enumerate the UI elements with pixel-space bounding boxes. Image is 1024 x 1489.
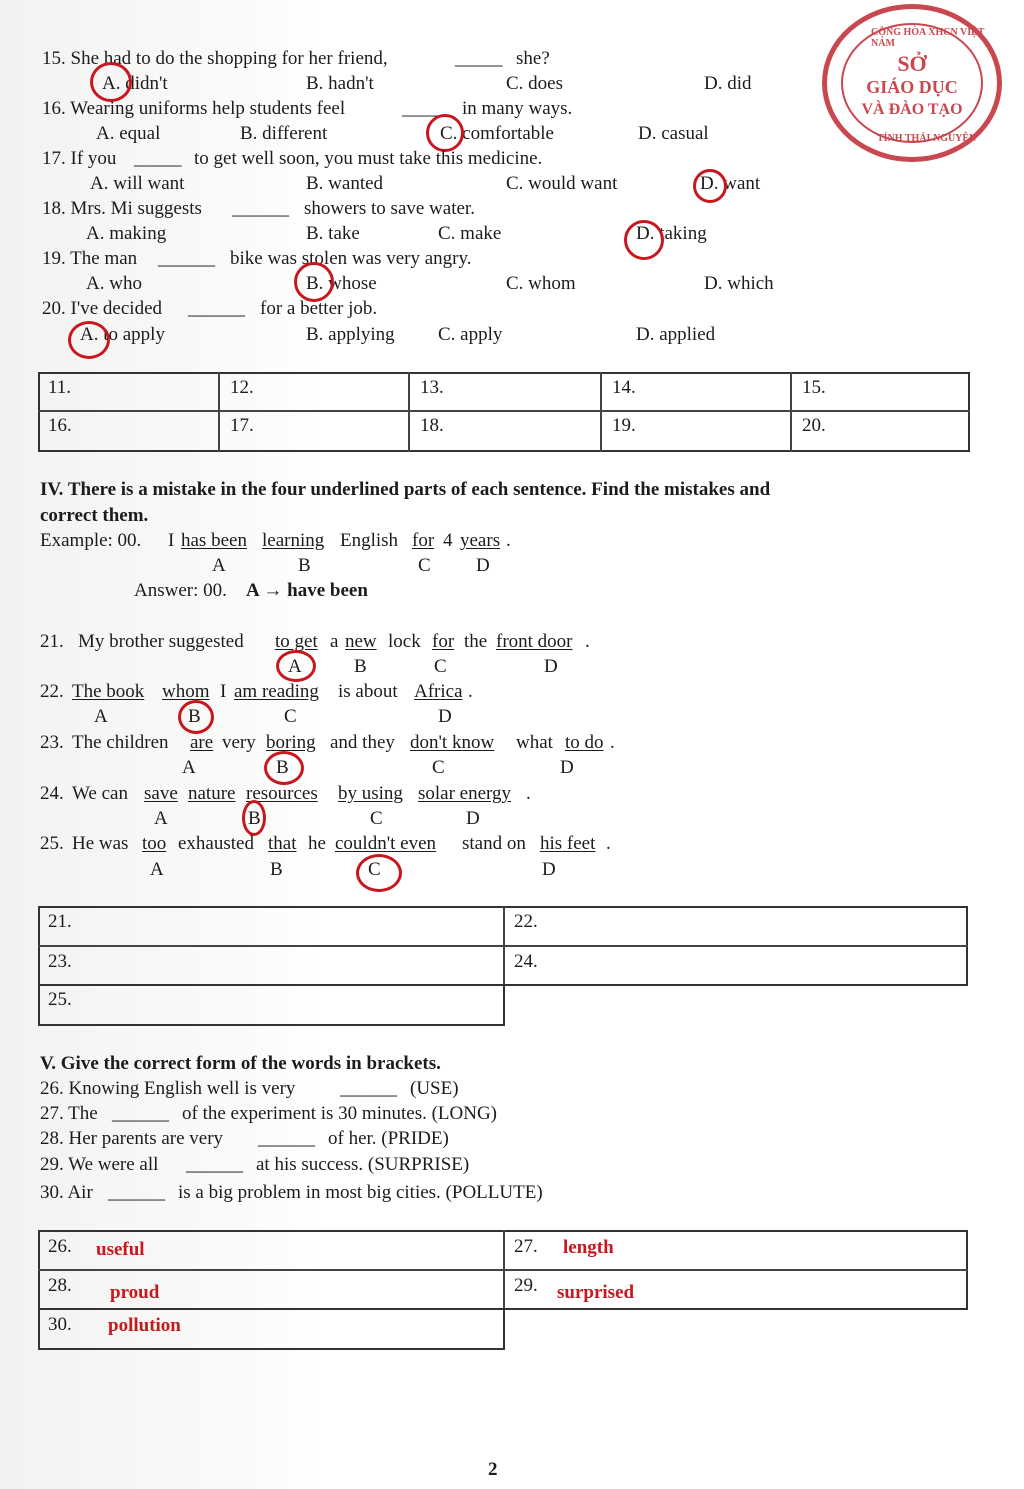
q24-letter-c: C	[370, 808, 383, 829]
answer-28-value[interactable]: proud	[110, 1282, 160, 1303]
question-19-stem: 19. The man ______ bike was stolen was very angry.	[42, 248, 472, 269]
answer-cell-29-number: 29.	[514, 1275, 538, 1296]
section-4-heading-line-2: correct them.	[40, 505, 149, 526]
q23-letter-a: A	[182, 757, 196, 778]
question-21-sentence: 21. My brother suggested to get a new lock for the front door .	[40, 631, 590, 652]
answer-30-value[interactable]: pollution	[108, 1315, 181, 1336]
page-number: 2	[488, 1459, 498, 1480]
answer-cell-23[interactable]: 23.	[48, 951, 72, 972]
question-22-sentence: 22. The book whom I am reading is about Africa .	[40, 681, 473, 702]
question-27: 27. The ______ of the experiment is 30 minutes. (LONG)	[40, 1103, 498, 1124]
section-5-heading: V. Give the correct form of the words in brackets.	[40, 1053, 441, 1074]
q22-letter-d: D	[438, 706, 452, 727]
q22-letter-c: C	[284, 706, 297, 727]
answer-29-value[interactable]: surprised	[557, 1282, 635, 1303]
q23-letter-d: D	[560, 757, 574, 778]
question-18-stem: 18. Mrs. Mi suggests ______ showers to save water.	[42, 198, 475, 219]
q18-option-c: C. make	[438, 223, 502, 244]
answer-table-11-20	[38, 372, 970, 452]
q18-option-d: D. taking	[636, 223, 707, 244]
q16-option-c: C. comfortable	[440, 123, 554, 144]
question-20-stem: 20. I've decided ______ for a better job.	[42, 298, 378, 319]
q22-letter-b: B	[188, 706, 201, 727]
q25-letter-d: D	[542, 859, 556, 880]
answer-cell-12[interactable]: 12.	[230, 377, 254, 398]
stamp-arc-top: CỘNG HÒA XHCN VIỆT NAM	[871, 27, 985, 49]
question-16-stem: 16. Wearing uniforms help students feel _____ in many ways.	[42, 98, 573, 119]
q19-option-d: D. which	[704, 273, 774, 294]
q19-option-b: B. whose	[306, 273, 377, 294]
q20-option-c: C. apply	[438, 324, 503, 345]
answer-circle-q22	[178, 700, 214, 734]
q24-letter-d: D	[466, 808, 480, 829]
answer-cell-21[interactable]: 21.	[48, 911, 72, 932]
answer-circle-q17	[693, 169, 727, 203]
q20-option-a: A. to apply	[80, 324, 165, 345]
q21-letter-a: A	[288, 656, 302, 677]
section-4-heading-line-1: IV. There is a mistake in the four underlined parts of each sentence. Find the mistakes and	[40, 479, 771, 500]
answer-cell-22[interactable]: 22.	[514, 911, 538, 932]
q17-option-b: B. wanted	[306, 173, 384, 194]
q15-option-a: A. didn't	[102, 73, 168, 94]
example-letter-d: D	[476, 555, 490, 576]
question-24-sentence: 24. We can save nature resources by using solar energy .	[40, 783, 531, 804]
answer-cell-24[interactable]: 24.	[514, 951, 538, 972]
q20-option-d: D. applied	[636, 324, 716, 345]
answer-cell-14[interactable]: 14.	[612, 377, 636, 398]
q18-option-a: A. making	[86, 223, 167, 244]
q21-letter-b: B	[354, 656, 367, 677]
q17-option-a: A. will want	[90, 173, 185, 194]
stamp-line-1: SỞ	[897, 51, 927, 76]
stamp-line-2: GIÁO DỤC	[866, 77, 958, 97]
answer-cell-30-number: 30.	[48, 1314, 72, 1335]
stamp-arc-bottom: TỈNH THÁI NGUYÊN	[877, 133, 977, 144]
question-28: 28. Her parents are very ______ of her. (PRIDE)	[40, 1128, 449, 1149]
q25-letter-a: A	[150, 859, 164, 880]
answer-circle-q18	[624, 220, 664, 260]
answer-cell-16[interactable]: 16.	[48, 415, 72, 436]
example-answer: Answer: 00. A → have been	[134, 580, 368, 601]
answer-table-25	[38, 984, 505, 1026]
answer-cell-15[interactable]: 15.	[802, 377, 826, 398]
q21-letter-d: D	[544, 656, 558, 677]
q15-option-d: D. did	[704, 73, 752, 94]
q24-letter-a: A	[154, 808, 168, 829]
answer-cell-17[interactable]: 17.	[230, 415, 254, 436]
question-25-sentence: 25. He was too exhausted that he couldn't even stand on his feet .	[40, 833, 611, 854]
answer-circle-q19	[294, 262, 334, 302]
answer-cell-11[interactable]: 11.	[48, 377, 72, 398]
answer-cell-27-number: 27.	[514, 1236, 538, 1257]
official-stamp	[822, 4, 1002, 162]
q17-option-d: D. want	[700, 173, 761, 194]
answer-cell-18[interactable]: 18.	[420, 415, 444, 436]
question-23-sentence: 23. The children are very boring and they don't know what to do .	[40, 732, 615, 753]
q19-option-c: C. whom	[506, 273, 576, 294]
q19-option-a: A. who	[86, 273, 142, 294]
answer-cell-20[interactable]: 20.	[802, 415, 826, 436]
q16-option-d: D. casual	[638, 123, 709, 144]
q15-option-c: C. does	[506, 73, 563, 94]
example-letter-a: A	[212, 555, 226, 576]
question-17-stem: 17. If you _____ to get well soon, you must take this medicine.	[42, 148, 543, 169]
answer-circle-q24	[242, 800, 266, 836]
answer-cell-25[interactable]: 25.	[48, 989, 72, 1010]
example-sentence: Example: 00. I has been learning English for 4 years .	[40, 530, 511, 551]
q16-option-b: B. different	[240, 123, 328, 144]
answer-circle-q15	[90, 62, 132, 102]
answer-circle-q20	[68, 321, 110, 359]
answer-cell-26-number: 26.	[48, 1236, 72, 1257]
q25-letter-b: B	[270, 859, 283, 880]
example-letter-b: B	[298, 555, 311, 576]
answer-27-value[interactable]: length	[563, 1237, 614, 1258]
q17-option-c: C. would want	[506, 173, 618, 194]
question-26: 26. Knowing English well is very ______ (USE)	[40, 1078, 459, 1099]
q23-letter-c: C	[432, 757, 445, 778]
q18-option-b: B. take	[306, 223, 360, 244]
q15-option-b: B. hadn't	[306, 73, 374, 94]
q21-letter-c: C	[434, 656, 447, 677]
answer-circle-q21	[276, 650, 316, 682]
q23-letter-b: B	[276, 757, 289, 778]
question-15-stem: 15. She had to do the shopping for her friend, _____ she?	[42, 48, 550, 69]
answer-circle-q23	[264, 751, 304, 785]
answer-cell-28-number: 28.	[48, 1275, 72, 1296]
answer-cell-19[interactable]: 19.	[612, 415, 636, 436]
question-29: 29. We were all ______ at his success. (SURPRISE)	[40, 1154, 470, 1175]
question-30: 30. Air ______ is a big problem in most big cities. (POLLUTE)	[40, 1182, 543, 1203]
answer-circle-q25	[356, 854, 402, 892]
answer-26-value[interactable]: useful	[96, 1239, 145, 1260]
q25-letter-c: C	[368, 859, 381, 880]
q20-option-b: B. applying	[306, 324, 395, 345]
q22-letter-a: A	[94, 706, 108, 727]
q16-option-a: A. equal	[96, 123, 161, 144]
q24-letter-b: B	[248, 808, 261, 829]
example-letter-c: C	[418, 555, 431, 576]
stamp-line-3: VÀ ĐÀO TẠO	[861, 101, 963, 118]
answer-cell-13[interactable]: 13.	[420, 377, 444, 398]
answer-circle-q16	[426, 114, 464, 152]
